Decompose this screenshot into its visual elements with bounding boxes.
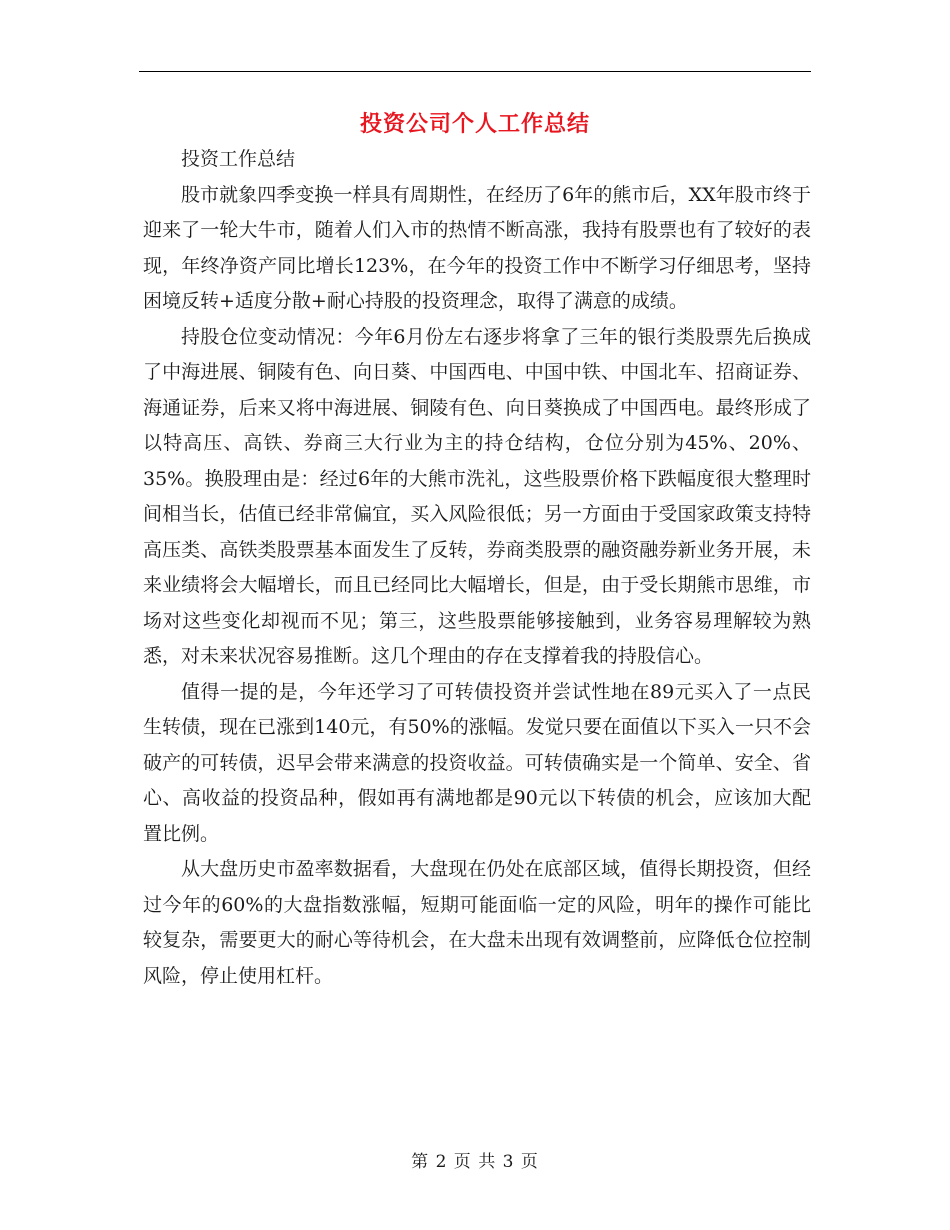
paragraph-subtitle: 投资工作总结 — [181, 148, 296, 170]
paragraph-convertible-bonds: 值得一提的是，今年还学习了可转债投资并尝试性地在89元买入了一点民生转债，现在已涨到140元，有50%的涨幅。发觉只要在面值以下买入一只不会破产的可转债，迟早会带来满意的投资收益。可转债确实是一个简单、安全、省心、高收益的投资品种，假如再有满地都是90元以下转债的机会，应该加大配置比例。 — [143, 680, 811, 845]
paragraph-holdings: 持股仓位变动情况：今年6月份左右逐步将拿了三年的银行类股票先后换成了中海进展、铜陵有色、向日葵、中国西电、中国中铁、中国北车、招商证券、海通证券，后来又将中海进展、铜陵有色、向日葵换成了中国西电。最终形成了以特高压、高铁、券商三大行业为主的持仓结构，仓位分别为45%、20%、35%。换股理由是：经过6年的大熊市洗礼，这些股票价格下跌幅度很大整理时间相当长，估值已经非常偏宜，买入风险很低；另一方面由于受国家政策支持特高压类、高铁类股票基本面发生了反转，券商类股票的融资融券新业务开展，未来业绩将会大幅增长，而且已经同比大幅增长，但是，由于受长期熊市思维，市场对这些变化却视而不见；第三，这些股票能够接触到，业务容易理解较为熟悉，对未来状况容易推断。这几个理由的存在支撑着我的持股信心。 — [143, 325, 811, 667]
header-rule — [139, 71, 811, 72]
paragraph-intro: 股市就象四季变换一样具有周期性，在经历了6年的熊市后，XX年股市终于迎来了一轮大牛市，随着人们入市的热情不断高涨，我持有股票也有了较好的表现，年终净资产同比增长123%，在今年的投资工作中不断学习仔细思考，坚持困境反转+适度分散+耐心持股的投资理念，取得了满意的成绩。 — [143, 183, 811, 312]
document-title: 投资公司个人工作总结 — [359, 111, 590, 137]
page-number-footer: 第 2 页 共 3 页 — [411, 1152, 539, 1172]
document-body — [143, 142, 811, 994]
paragraph-outlook: 从大盘历史市盈率数据看，大盘现在仍处在底部区域，值得长期投资，但经过今年的60%的大盘指数涨幅，短期可能面临一定的风险，明年的操作可能比较复杂，需要更大的耐心等待机会，在大盘未出现有效调整前，应降低仓位控制风险，停止使用杠杆。 — [143, 858, 811, 987]
